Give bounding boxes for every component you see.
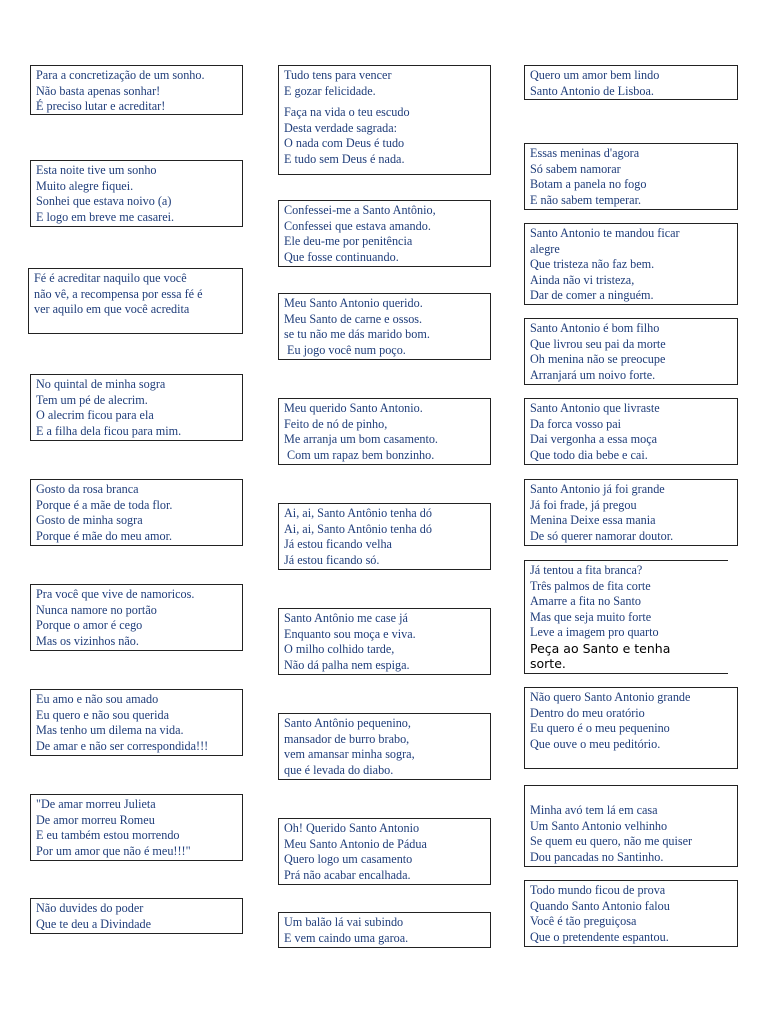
quote-line: Porque é a mãe de toda flor. xyxy=(36,497,173,512)
quote-box-l7 xyxy=(30,689,243,756)
quote-box-m6 xyxy=(278,608,491,675)
quote-line: Já foi frade, já pregou xyxy=(530,497,637,512)
quote-line: Por um amor que não é meu!!!" xyxy=(36,843,191,858)
quote-box-m7 xyxy=(278,713,491,780)
quote-box-l2 xyxy=(30,160,243,227)
quote-line: Ai, ai, Santo Antônio tenha dó xyxy=(284,521,432,536)
quote-line: Que livrou seu pai da morte xyxy=(530,336,666,351)
quote-line: Que todo dia bebe e cai. xyxy=(530,447,648,462)
quote-line: E gozar felicidade. xyxy=(284,83,376,98)
quote-box-m8 xyxy=(278,818,491,885)
quote-line: Ainda não vi tristeza, xyxy=(530,272,635,287)
quote-line: Dar de comer a ninguém. xyxy=(530,288,654,303)
quote-box-m4 xyxy=(278,398,491,465)
quote-box-l6 xyxy=(30,584,243,651)
quote-line: Santo Antônio me case já xyxy=(284,611,408,625)
quote-line: É preciso lutar e acreditar! xyxy=(36,99,166,114)
quote-box-r10 xyxy=(524,880,738,947)
quote-line: Gosto de minha sogra xyxy=(36,513,143,528)
quote-line: Dentro do meu oratório xyxy=(530,705,645,720)
quote-box-r9 xyxy=(524,785,738,867)
quote-line: Peça ao Santo e tenha xyxy=(530,640,671,656)
quote-box-r7 xyxy=(524,560,728,674)
quote-box-r3 xyxy=(524,223,738,305)
quote-box-l5 xyxy=(30,479,243,546)
quote-line: Da forca vosso pai xyxy=(530,416,622,431)
quote-box-r2 xyxy=(524,143,738,210)
quote-line: E vem caindo uma garoa. xyxy=(284,930,409,945)
quote-line: E tudo sem Deus é nada. xyxy=(284,151,405,166)
quote-box-l8 xyxy=(30,794,243,861)
quote-line: De amor morreu Romeu xyxy=(36,812,155,827)
quote-line: Três palmos de fita corte xyxy=(530,578,651,593)
quote-line: Santo Antonio te mandou ficar xyxy=(530,226,680,240)
quote-box-l9 xyxy=(30,898,243,934)
quote-line: Ele deu-me por penitência xyxy=(284,234,413,249)
quote-line: Gosto da rosa branca xyxy=(36,482,139,496)
quote-line: Prá não acabar encalhada. xyxy=(284,867,411,882)
quote-line: Quero um amor bem lindo xyxy=(530,68,660,82)
quote-line: Que te deu a Divindade xyxy=(36,916,152,931)
quote-line: Quando Santo Antonio falou xyxy=(530,898,670,913)
quote-line: Santo Antônio pequenino, xyxy=(284,716,411,730)
quote-line: não vê, a recompensa por essa fé é xyxy=(34,286,203,301)
quote-box-l3 xyxy=(28,268,243,334)
quote-line: Todo mundo ficou de prova xyxy=(530,883,666,897)
quote-line: Confessei-me a Santo Antônio, xyxy=(284,203,436,217)
quote-box-r8 xyxy=(524,687,738,769)
quote-line: Oh! Querido Santo Antonio xyxy=(284,821,420,835)
quote-line: alegre xyxy=(530,241,560,256)
quote-box-m9 xyxy=(278,912,491,948)
quote-line: que é levada do diabo. xyxy=(284,762,394,777)
quote-line: No quintal de minha sogra xyxy=(36,377,166,391)
quote-line: Meu Santo Antonio de Pádua xyxy=(284,836,427,851)
quote-box-r4 xyxy=(524,318,738,385)
quote-box-m1 xyxy=(278,65,491,175)
quote-line: Eu jogo você num poço. xyxy=(284,342,406,357)
quote-line: Menina Deixe essa mania xyxy=(530,513,656,528)
quote-line: Só sabem namorar xyxy=(530,161,621,176)
quote-line: E eu também estou morrendo xyxy=(36,828,180,843)
quote-line: Confessei que estava amando. xyxy=(284,218,431,233)
quote-line: Eu quero e não sou querida xyxy=(36,707,170,722)
quote-line: Fé é acreditar naquilo que você xyxy=(34,271,187,285)
quote-box-r5 xyxy=(524,398,738,465)
quote-line: Santo Antonio que livraste xyxy=(530,401,660,415)
quote-line: Não quero Santo Antonio grande xyxy=(530,690,691,704)
quote-line: Ai, ai, Santo Antônio tenha dó xyxy=(284,506,432,520)
quote-box-m3 xyxy=(278,293,491,360)
quote-line: Mas os vizinhos não. xyxy=(36,633,139,648)
quote-line: Leve a imagem pro quarto xyxy=(530,625,659,640)
quote-line: Amarre a fita no Santo xyxy=(530,594,642,609)
quote-line: Enquanto sou moça e viva. xyxy=(284,626,416,641)
quote-line: Para a concretização de um sonho. xyxy=(36,68,205,82)
quote-line: Que fosse continuando. xyxy=(284,249,399,264)
quote-line: Santo Antonio já foi grande xyxy=(530,482,665,496)
quote-line: vem amansar minha sogra, xyxy=(284,747,415,762)
quote-line: O nada com Deus é tudo xyxy=(284,136,405,151)
quote-line: De só querer namorar doutor. xyxy=(530,528,674,543)
quote-line: Que o pretendente espantou. xyxy=(530,929,669,944)
quote-line: Se quem eu quero, não me quiser xyxy=(530,834,693,849)
quote-line: Meu Santo Antonio querido. xyxy=(284,296,423,310)
quote-line: Que ouve o meu peditório. xyxy=(530,736,661,751)
quote-line: Faça na vida o teu escudo xyxy=(284,105,410,120)
quote-line: Dou pancadas no Santinho. xyxy=(530,849,664,864)
quote-line: Não basta apenas sonhar! xyxy=(36,83,161,98)
quote-line: Minha avó tem lá em casa xyxy=(530,803,658,817)
quote-line: Nunca namore no portão xyxy=(36,602,157,617)
quote-line: ver aquilo em que você acredita xyxy=(34,302,190,317)
quote-line: Esta noite tive um sonho xyxy=(36,163,157,177)
quote-box-l1 xyxy=(30,65,243,115)
quote-line: Sonhei que estava noivo (a) xyxy=(36,194,172,209)
quote-line: Muito alegre fiquei. xyxy=(36,178,134,193)
quote-line: Eu quero é o meu pequenino xyxy=(530,721,670,736)
quote-line: Essas meninas d'agora xyxy=(530,146,640,160)
quote-line: Botam a panela no fogo xyxy=(530,177,647,192)
quote-box-r6 xyxy=(524,479,738,546)
quote-line: Dai vergonha a essa moça xyxy=(530,432,658,447)
quote-box-m2 xyxy=(278,200,491,267)
quote-line: Quero logo um casamento xyxy=(284,852,413,867)
quote-line: Desta verdade sagrada: xyxy=(284,120,398,135)
quote-line: E a filha dela ficou para mim. xyxy=(36,423,182,438)
quote-line: Tem um pé de alecrim. xyxy=(36,392,148,407)
quote-line: Me arranja um bom casamento. xyxy=(284,432,438,447)
quote-line: Santo Antonio é bom filho xyxy=(530,321,660,335)
quote-line: Com um rapaz bem bonzinho. xyxy=(284,447,435,462)
quote-line: Mas que seja muito forte xyxy=(530,609,652,624)
quote-box-r1 xyxy=(524,65,738,100)
quote-line: Já estou ficando só. xyxy=(284,552,380,567)
quote-line: Feito de nó de pinho, xyxy=(284,416,388,431)
quote-line: Um Santo Antonio velhinho xyxy=(530,818,668,833)
quote-line: Arranjará um noivo forte. xyxy=(530,367,656,382)
quote-line: De amar e não ser correspondida!!! xyxy=(36,738,209,753)
quote-line: Que tristeza não faz bem. xyxy=(530,257,655,272)
quote-line: Meu Santo de carne e ossos. xyxy=(284,311,423,326)
quote-box-l4 xyxy=(30,374,243,441)
quote-line: Não dá palha nem espiga. xyxy=(284,657,410,672)
quote-line: Meu querido Santo Antonio. xyxy=(284,401,423,415)
quote-line: Santo Antonio de Lisboa. xyxy=(530,83,654,98)
quote-line: Não duvides do poder xyxy=(36,901,144,915)
quote-box-m5 xyxy=(278,503,491,570)
quote-line: Oh menina não se preocupe xyxy=(530,352,666,367)
quote-line: Eu amo e não sou amado xyxy=(36,692,159,706)
quote-line: Porque é mãe do meu amor. xyxy=(36,528,173,543)
quote-line: se tu não me dás marido bom. xyxy=(284,327,430,342)
quote-line: E logo em breve me casarei. xyxy=(36,209,175,224)
quote-line: mansador de burro brabo, xyxy=(284,731,410,746)
quote-line: Um balão lá vai subindo xyxy=(284,915,404,929)
quote-line: Você é tão preguiçosa xyxy=(530,914,637,929)
quote-line: Já tentou a fita branca? xyxy=(530,563,643,577)
quote-line: sorte. xyxy=(530,655,566,671)
quote-line: Tudo tens para vencer xyxy=(284,68,392,82)
quote-line: O milho colhido tarde, xyxy=(284,642,395,657)
quote-line: "De amar morreu Julieta xyxy=(36,797,156,811)
quote-line: Mas tenho um dilema na vida. xyxy=(36,723,184,738)
quote-line: E não sabem temperar. xyxy=(530,192,641,207)
quote-line: Porque o amor é cego xyxy=(36,618,143,633)
quote-line: O alecrim ficou para ela xyxy=(36,408,154,423)
quote-line: Pra você que vive de namoricos. xyxy=(36,587,195,601)
quote-line: Já estou ficando velha xyxy=(284,537,392,552)
